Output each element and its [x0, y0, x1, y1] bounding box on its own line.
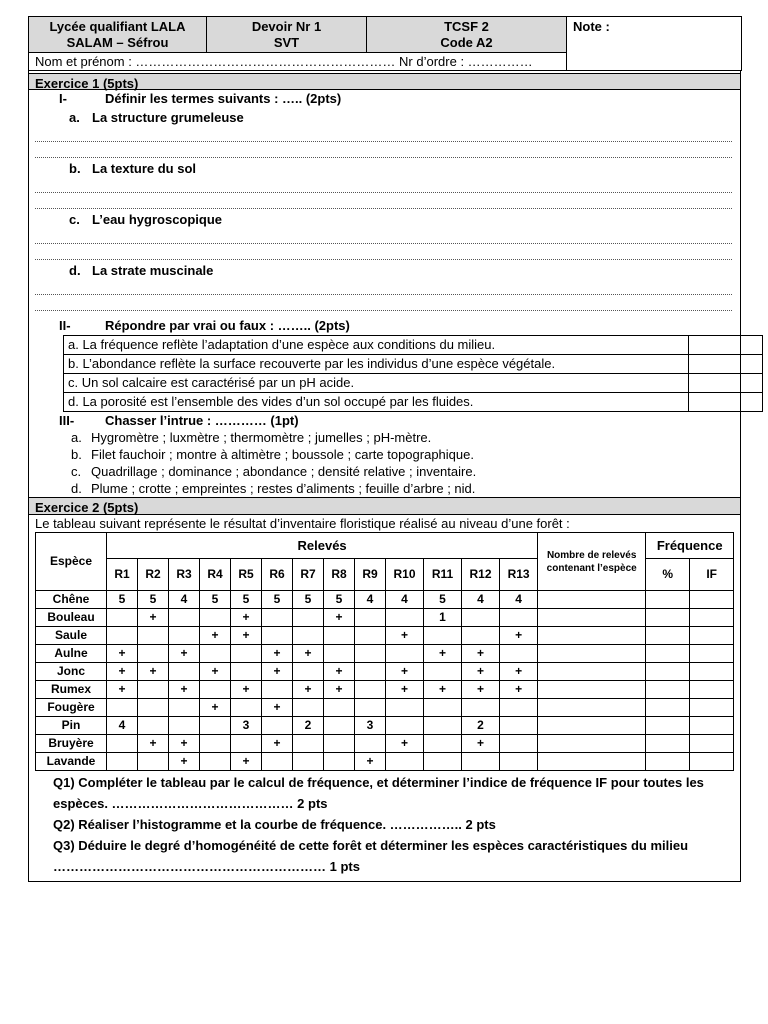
if-cell[interactable]	[690, 591, 734, 609]
header-table	[28, 16, 742, 71]
statement: b. L’abondance reflète la surface recouverte par les individus d’une espèce végétale.	[64, 355, 689, 374]
species-name: Bruyère	[36, 735, 107, 753]
releve-cell	[355, 609, 386, 627]
question: Q3) Déduire le degré d’homogénéité de cette forêt et déterminer les espèces caractéristiques du milieu ……………………………………………………… 1 pts	[53, 838, 689, 874]
releve-cell: +	[386, 627, 424, 645]
true-false-row	[64, 336, 763, 355]
releve-cell: +	[138, 663, 169, 681]
releve-cell: +	[324, 663, 355, 681]
releve-cell: +	[386, 663, 424, 681]
releve-cell: +	[293, 681, 324, 699]
releve-cell: +	[200, 627, 231, 645]
species-row	[36, 627, 734, 645]
releve-cell	[107, 753, 138, 771]
releve-cell: +	[231, 753, 262, 771]
species-name: Chêne	[36, 591, 107, 609]
section-2-title: II- Répondre par vrai ou faux : …….. (2pts)	[59, 318, 350, 333]
releve-cell: +	[231, 681, 262, 699]
releve-cell: +	[324, 609, 355, 627]
answer-box[interactable]	[689, 374, 763, 393]
exercise2-body	[28, 515, 741, 882]
releve-cell	[138, 699, 169, 717]
releve-cell	[138, 753, 169, 771]
releve-header: R7	[293, 559, 324, 591]
section-3-title: III- Chasser l’intrue : ………… (1pt)	[59, 413, 299, 428]
releve-header: R9	[355, 559, 386, 591]
releve-cell	[355, 627, 386, 645]
releve-cell	[262, 717, 293, 735]
species-name: Pin	[36, 717, 107, 735]
releve-cell: 4	[169, 591, 200, 609]
exercise1-title: Exercice 1 (5pts)	[28, 73, 741, 90]
releve-cell: +	[262, 735, 293, 753]
releve-header: R6	[262, 559, 293, 591]
note-cell[interactable]: Note :	[567, 17, 742, 71]
nombre-header: Nombre de relevés contenant l’espèce	[538, 533, 646, 591]
releve-cell	[107, 699, 138, 717]
exam-sheet	[28, 16, 741, 882]
answer-line[interactable]	[35, 279, 732, 295]
releve-cell: +	[386, 735, 424, 753]
releve-header: R12	[462, 559, 500, 591]
releve-cell: 5	[324, 591, 355, 609]
releve-cell	[355, 681, 386, 699]
releve-cell	[462, 609, 500, 627]
releve-cell: 5	[262, 591, 293, 609]
releve-cell: +	[231, 627, 262, 645]
releve-cell	[386, 717, 424, 735]
species-name: Jonc	[36, 663, 107, 681]
exercise2-title: Exercice 2 (5pts)	[28, 498, 741, 515]
true-false-row	[64, 393, 763, 412]
releve-cell	[262, 627, 293, 645]
if-cell[interactable]	[690, 609, 734, 627]
releve-cell: +	[462, 663, 500, 681]
odd-one-out-item: c. Quadrillage ; dominance ; abondance ; densité relative ; inventaire.	[71, 464, 477, 479]
releve-cell	[231, 699, 262, 717]
answer-line[interactable]	[35, 142, 732, 158]
if-cell[interactable]	[690, 699, 734, 717]
releve-cell	[262, 609, 293, 627]
pct-cell[interactable]	[646, 699, 690, 717]
true-false-row	[64, 355, 763, 374]
answer-line[interactable]	[35, 193, 732, 209]
releve-cell	[424, 753, 462, 771]
releve-cell: 3	[355, 717, 386, 735]
releve-cell	[386, 699, 424, 717]
definition-item: d. La strate muscinale	[69, 263, 214, 278]
releve-cell	[169, 699, 200, 717]
if-cell[interactable]	[690, 627, 734, 645]
statement: d. La porosité est l’ensemble des vides d’un sol occupé par les fluides.	[64, 393, 689, 412]
releve-cell: +	[169, 681, 200, 699]
releve-cell: +	[424, 681, 462, 699]
count-cell[interactable]	[538, 681, 646, 699]
count-cell[interactable]	[538, 663, 646, 681]
releve-cell: 2	[462, 717, 500, 735]
releve-cell: +	[262, 663, 293, 681]
releve-cell: +	[107, 645, 138, 663]
answer-line[interactable]	[35, 295, 732, 311]
releve-cell: 5	[200, 591, 231, 609]
releve-cell	[500, 753, 538, 771]
releve-cell: +	[355, 753, 386, 771]
releve-cell	[424, 627, 462, 645]
releve-header: R10	[386, 559, 424, 591]
releve-cell	[138, 627, 169, 645]
releve-cell	[200, 717, 231, 735]
definition-item: c. L’eau hygroscopique	[69, 212, 223, 227]
releve-cell: +	[324, 681, 355, 699]
definition-item: b. La texture du sol	[69, 161, 197, 176]
releve-cell: 5	[231, 591, 262, 609]
releve-cell	[386, 609, 424, 627]
releve-cell: +	[500, 681, 538, 699]
school-cell: Lycée qualifiant LALA SALAM – Séfrou	[29, 17, 207, 53]
question: Q2) Réaliser l’histogramme et la courbe de fréquence. …………….. 2 pts	[53, 817, 496, 832]
releve-cell: +	[462, 681, 500, 699]
releve-cell: 1	[424, 609, 462, 627]
section-1-title: I- Définir les termes suivants : ….. (2pts)	[59, 91, 342, 106]
name-field[interactable]: Nom et prénom : …………………………………………………… Nr d’ordre : ……………	[29, 53, 567, 71]
releves-header: Relevés	[107, 533, 538, 559]
releve-cell: +	[462, 645, 500, 663]
count-cell[interactable]	[538, 591, 646, 609]
odd-one-out-item: a. Hygromètre ; luxmètre ; thermomètre ; jumelles ; pH-mètre.	[71, 430, 432, 445]
releve-cell	[200, 645, 231, 663]
species-row	[36, 735, 734, 753]
releve-cell	[293, 663, 324, 681]
releve-cell: +	[231, 609, 262, 627]
releve-cell	[355, 663, 386, 681]
releve-cell	[293, 609, 324, 627]
releve-cell	[293, 753, 324, 771]
releve-cell	[324, 627, 355, 645]
species-name: Lavande	[36, 753, 107, 771]
species-row	[36, 699, 734, 717]
releve-cell	[169, 717, 200, 735]
releve-cell	[500, 699, 538, 717]
inventory-table	[35, 532, 734, 771]
releve-cell: +	[424, 645, 462, 663]
releve-cell	[200, 753, 231, 771]
releve-cell	[324, 645, 355, 663]
releve-cell: 2	[293, 717, 324, 735]
releve-cell	[262, 681, 293, 699]
releve-cell	[324, 699, 355, 717]
species-name: Saule	[36, 627, 107, 645]
count-cell[interactable]	[538, 717, 646, 735]
answer-line[interactable]	[35, 228, 732, 244]
releve-cell	[355, 645, 386, 663]
species-row	[36, 609, 734, 627]
true-false-table	[63, 335, 763, 412]
releve-cell	[324, 735, 355, 753]
answer-line[interactable]	[35, 126, 732, 142]
releve-cell	[293, 699, 324, 717]
releve-cell: 5	[107, 591, 138, 609]
releve-cell	[462, 699, 500, 717]
releve-cell	[107, 609, 138, 627]
releve-cell	[169, 663, 200, 681]
answer-box[interactable]	[689, 336, 763, 355]
exercise2-intro: Le tableau suivant représente le résultat d’inventaire floristique réalisé au niveau d’une forêt :	[35, 516, 570, 531]
count-cell[interactable]	[538, 627, 646, 645]
releve-cell: +	[200, 663, 231, 681]
species-row	[36, 753, 734, 771]
releve-cell	[200, 735, 231, 753]
answer-box[interactable]	[689, 355, 763, 374]
releve-cell	[355, 735, 386, 753]
releve-cell	[200, 609, 231, 627]
count-cell[interactable]	[538, 699, 646, 717]
count-cell[interactable]	[538, 735, 646, 753]
species-row	[36, 645, 734, 663]
pct-cell[interactable]	[646, 591, 690, 609]
pct-cell[interactable]	[646, 645, 690, 663]
releve-cell	[386, 645, 424, 663]
pct-cell[interactable]	[646, 753, 690, 771]
releve-cell: +	[169, 735, 200, 753]
pct-cell[interactable]	[646, 735, 690, 753]
pct-cell[interactable]	[646, 681, 690, 699]
releve-cell	[386, 753, 424, 771]
releve-cell	[324, 717, 355, 735]
releve-cell: +	[262, 699, 293, 717]
species-name: Fougère	[36, 699, 107, 717]
releve-cell: +	[107, 663, 138, 681]
releve-cell	[138, 645, 169, 663]
statement: a. La fréquence reflète l’adaptation d’une espèce aux conditions du milieu.	[64, 336, 689, 355]
releve-cell	[424, 717, 462, 735]
releve-cell	[462, 627, 500, 645]
if-header: IF	[690, 559, 734, 591]
releve-cell: +	[169, 753, 200, 771]
questions	[33, 772, 736, 877]
releve-header: R5	[231, 559, 262, 591]
releve-cell: 4	[107, 717, 138, 735]
species-row	[36, 717, 734, 735]
releve-header: R3	[169, 559, 200, 591]
if-cell[interactable]	[690, 717, 734, 735]
answer-line[interactable]	[35, 177, 732, 193]
odd-one-out-item: d. Plume ; crotte ; empreintes ; restes d’aliments ; feuille d’arbre ; nid.	[71, 481, 476, 496]
releve-cell	[500, 735, 538, 753]
if-cell[interactable]	[690, 645, 734, 663]
releve-cell: 4	[386, 591, 424, 609]
class-cell: TCSF 2 Code A2	[367, 17, 567, 53]
if-cell[interactable]	[690, 735, 734, 753]
species-row	[36, 681, 734, 699]
releve-cell	[107, 627, 138, 645]
pct-cell[interactable]	[646, 627, 690, 645]
releve-header: R8	[324, 559, 355, 591]
releve-cell	[424, 699, 462, 717]
releve-cell	[293, 627, 324, 645]
releve-cell	[231, 735, 262, 753]
releve-header: R2	[138, 559, 169, 591]
releve-cell: +	[138, 735, 169, 753]
species-name: Aulne	[36, 645, 107, 663]
releve-cell	[500, 645, 538, 663]
odd-one-out-list	[35, 429, 734, 497]
if-cell[interactable]	[690, 663, 734, 681]
releve-cell	[107, 735, 138, 753]
species-row	[36, 591, 734, 609]
odd-one-out-item: b. Filet fauchoir ; montre à altimètre ; boussole ; carte topographique.	[71, 447, 474, 462]
species-row	[36, 663, 734, 681]
releve-cell	[424, 735, 462, 753]
pct-cell[interactable]	[646, 609, 690, 627]
pct-cell[interactable]	[646, 717, 690, 735]
releve-cell: +	[386, 681, 424, 699]
question: Q1) Compléter le tableau par le calcul de fréquence, et déterminer l’indice de fréquence IF pour toutes les espèces. …………………………………… 2 pts	[53, 775, 704, 811]
releve-cell	[355, 699, 386, 717]
if-cell[interactable]	[690, 681, 734, 699]
frequence-header: Fréquence	[646, 533, 734, 559]
releve-cell	[169, 627, 200, 645]
devoir-cell: Devoir Nr 1 SVT	[207, 17, 367, 53]
releve-cell: 5	[424, 591, 462, 609]
releve-cell: +	[138, 609, 169, 627]
releve-cell: +	[107, 681, 138, 699]
true-false-row	[64, 374, 763, 393]
releve-cell: +	[500, 663, 538, 681]
releve-cell	[262, 753, 293, 771]
releve-header: R11	[424, 559, 462, 591]
answer-box[interactable]	[689, 393, 763, 412]
species-name: Bouleau	[36, 609, 107, 627]
statement: c. Un sol calcaire est caractérisé par un pH acide.	[64, 374, 689, 393]
releve-cell: +	[262, 645, 293, 663]
releve-cell	[293, 735, 324, 753]
definitions-list	[35, 110, 734, 311]
espece-header: Espèce	[36, 533, 107, 591]
releve-cell	[200, 681, 231, 699]
releve-cell: 5	[138, 591, 169, 609]
releve-cell: +	[169, 645, 200, 663]
if-cell[interactable]	[690, 753, 734, 771]
count-cell[interactable]	[538, 753, 646, 771]
releve-cell: +	[293, 645, 324, 663]
releve-cell: 4	[355, 591, 386, 609]
releve-cell: 3	[231, 717, 262, 735]
count-cell[interactable]	[538, 645, 646, 663]
releve-cell	[231, 645, 262, 663]
releve-cell: 5	[293, 591, 324, 609]
count-cell[interactable]	[538, 609, 646, 627]
releve-cell	[500, 717, 538, 735]
pct-cell[interactable]	[646, 663, 690, 681]
releve-cell: +	[462, 735, 500, 753]
releve-cell	[462, 753, 500, 771]
releve-cell	[500, 609, 538, 627]
releve-header: R4	[200, 559, 231, 591]
exercise1-body	[28, 90, 741, 498]
pct-header: %	[646, 559, 690, 591]
releve-cell	[231, 663, 262, 681]
releve-cell: +	[500, 627, 538, 645]
releve-cell	[138, 681, 169, 699]
releve-cell	[138, 717, 169, 735]
releve-header: R1	[107, 559, 138, 591]
answer-line[interactable]	[35, 244, 732, 260]
releve-cell: 4	[500, 591, 538, 609]
definition-item: a. La structure grumeleuse	[69, 110, 244, 125]
releve-cell	[424, 663, 462, 681]
releve-cell: +	[200, 699, 231, 717]
species-name: Rumex	[36, 681, 107, 699]
releve-cell	[324, 753, 355, 771]
releve-header: R13	[500, 559, 538, 591]
releve-cell: 4	[462, 591, 500, 609]
releve-cell	[169, 609, 200, 627]
